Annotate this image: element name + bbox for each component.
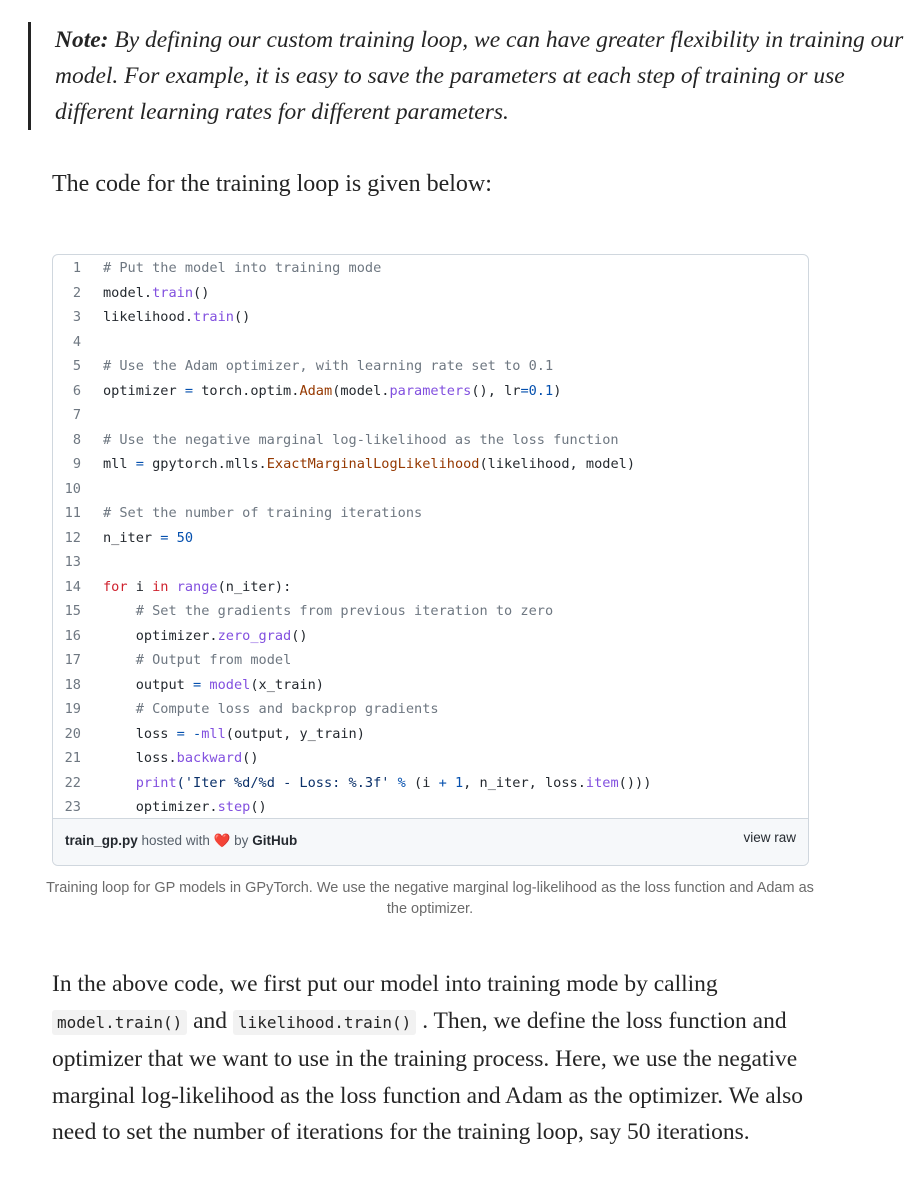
- line-number: 19: [64, 701, 81, 717]
- code-token: # Set the gradients from previous iteration to zero: [135, 603, 554, 619]
- line-number: 5: [72, 358, 81, 374]
- code-token: (output, y_train): [225, 725, 365, 742]
- code-token: %: [397, 774, 406, 791]
- code-line: [53, 673, 808, 698]
- code-line: [53, 305, 808, 330]
- code-line: [53, 624, 808, 649]
- code-token: [103, 775, 136, 791]
- code-token: (n_iter):: [217, 578, 292, 595]
- line-number: 7: [72, 407, 81, 423]
- line-number: 9: [72, 456, 81, 472]
- code-line: [53, 428, 808, 453]
- code-line: [53, 330, 808, 355]
- note-text: By defining our custom training loop, we can have greater flexibility in training our model. For example, it is easy to save the parameters at each step of training or use different learning rates for different parameters.: [55, 27, 904, 125]
- code-line: [53, 648, 808, 673]
- code-token: gpytorch.mlls.: [143, 456, 267, 472]
- code-token: # Use the Adam optimizer, with learning rate set to 0.1: [103, 358, 554, 374]
- line-number: 17: [64, 652, 81, 668]
- code-token: mll: [201, 725, 226, 742]
- code-token: parameters: [389, 382, 472, 399]
- code-token: (): [193, 284, 210, 301]
- code-token: =: [135, 456, 144, 472]
- code-token: loss: [103, 725, 177, 742]
- code-block[interactable]: [53, 255, 808, 817]
- code-token: torch.optim.: [193, 382, 300, 399]
- code-token: likelihood.: [103, 309, 194, 325]
- code-token: zero_grad: [217, 627, 292, 644]
- code-token: ('Iter %d/%d - Loss: %.3f': [176, 774, 390, 791]
- line-code: [103, 256, 381, 281]
- line-number: 21: [64, 750, 81, 766]
- line-code: [103, 305, 250, 330]
- code-line: [53, 379, 808, 404]
- code-token: 1: [454, 774, 464, 791]
- code-token: range: [176, 578, 218, 595]
- line-number: 1: [72, 260, 81, 276]
- code-line: [53, 403, 808, 428]
- line-code: [103, 746, 259, 771]
- line-number: 23: [64, 799, 81, 815]
- code-token: ExactMarginalLogLikelihood: [266, 456, 480, 472]
- gist-footer: [53, 818, 808, 865]
- line-number: 14: [64, 578, 81, 595]
- line-number: 6: [72, 382, 81, 399]
- code-token: (i: [405, 774, 439, 791]
- code-line: [53, 354, 808, 379]
- body-paragraph: [52, 966, 822, 1151]
- code-token: [447, 775, 455, 791]
- code-token: 0.1: [528, 382, 554, 399]
- line-code: [103, 624, 308, 649]
- github-gist-embed: [52, 254, 809, 866]
- code-token: ): [553, 382, 562, 399]
- code-token: loss.: [103, 750, 177, 766]
- heart-icon: ❤️: [213, 833, 231, 848]
- gist-filename-link[interactable]: train_gp.py: [65, 833, 138, 848]
- code-token: [169, 579, 177, 595]
- paragraph-text-3: . Then, we define the loss function and optimizer that we want to use in the training process. Here, we use the negative marginal log-likelihood as the loss function and Adam as the optimizer. We also need to set the number of iterations for the training loop, say 50 iterations.: [52, 1007, 804, 1145]
- code-token: (): [250, 799, 267, 815]
- by-text: by: [234, 833, 249, 848]
- inline-code-likelihood-train: likelihood.train(): [233, 1010, 416, 1035]
- code-token: backward: [176, 750, 243, 766]
- code-token: , n_iter, loss.: [463, 774, 586, 791]
- code-token: in: [152, 578, 169, 595]
- inline-code-model-train: model.train(): [52, 1010, 187, 1035]
- note-blockquote: [28, 22, 915, 130]
- code-token: n_iter: [103, 529, 161, 546]
- line-code: [103, 673, 324, 698]
- line-code: [103, 795, 267, 817]
- code-line: [53, 795, 808, 817]
- line-number: 12: [64, 529, 81, 546]
- code-line: [53, 477, 808, 502]
- code-line: [53, 771, 808, 796]
- code-token: # Output from model: [135, 652, 292, 668]
- code-token: item: [585, 774, 619, 791]
- code-line: [53, 550, 808, 575]
- code-token: model: [209, 676, 251, 693]
- code-token: (likelihood, model): [479, 456, 635, 472]
- code-token: train: [193, 309, 234, 325]
- line-number: 11: [64, 505, 81, 521]
- code-token: train: [152, 284, 194, 301]
- line-number: 16: [64, 627, 81, 644]
- line-number: 13: [64, 554, 81, 570]
- code-token: 50: [176, 529, 194, 546]
- code-token: # Use the negative marginal log-likelihood as the loss function: [103, 431, 619, 448]
- code-line: [53, 697, 808, 722]
- line-number: 8: [72, 431, 81, 448]
- code-token: (): [242, 750, 259, 766]
- code-token: =: [520, 382, 529, 399]
- code-token: ())): [618, 774, 652, 791]
- code-token: (model.: [332, 382, 390, 399]
- code-token: =: [193, 676, 202, 693]
- code-token: (x_train): [250, 676, 324, 693]
- code-token: # Set the number of training iterations: [103, 505, 423, 521]
- line-number: 4: [72, 333, 81, 350]
- code-token: optimizer.: [103, 627, 218, 644]
- github-link[interactable]: GitHub: [252, 833, 298, 848]
- figure-caption: Training loop for GP models in GPyTorch. We use the negative marginal log-likelihood as the loss function and Adam as the optimizer.: [46, 880, 814, 917]
- code-line: [53, 599, 808, 624]
- code-token: # Put the model into training mode: [103, 260, 382, 276]
- code-token: [103, 603, 136, 619]
- code-token: model.: [103, 284, 153, 301]
- line-code: [103, 575, 291, 600]
- line-code: [103, 452, 635, 477]
- code-token: [185, 726, 193, 742]
- paragraph-text-1: In the above code, we first put our model into training mode by calling: [52, 971, 718, 997]
- line-code: [103, 697, 439, 722]
- view-raw-link[interactable]: view raw: [743, 830, 796, 845]
- code-token: =: [176, 725, 185, 742]
- code-line: [53, 501, 808, 526]
- line-code: [103, 354, 553, 379]
- code-token: i: [127, 578, 153, 595]
- gist-meta: [65, 833, 297, 849]
- line-code: [103, 599, 553, 624]
- line-number: 3: [72, 309, 81, 325]
- line-code: [103, 281, 209, 306]
- code-line: [53, 452, 808, 477]
- code-token: =: [184, 382, 194, 399]
- line-code: [103, 771, 651, 796]
- code-token: optimizer: [103, 382, 185, 399]
- line-number: 22: [64, 774, 81, 791]
- line-number: 10: [64, 480, 81, 497]
- code-token: [103, 652, 136, 668]
- note-label: Note:: [55, 27, 109, 53]
- code-token: [168, 530, 176, 546]
- code-token: (): [233, 309, 251, 325]
- code-line: [53, 722, 808, 747]
- code-intro-text: The code for the training loop is given below:: [52, 171, 492, 197]
- line-code: [103, 722, 365, 747]
- code-token: =: [160, 529, 169, 546]
- code-token: # Compute loss and backprop gradients: [135, 701, 439, 717]
- line-code: [103, 379, 561, 404]
- code-token: (), lr: [471, 382, 521, 399]
- code-token: for: [103, 578, 128, 595]
- hosted-with-text: hosted with: [141, 833, 210, 848]
- code-token: [389, 775, 397, 791]
- code-token: +: [438, 774, 447, 791]
- code-token: -: [193, 725, 202, 742]
- code-token: step: [217, 799, 251, 815]
- code-line: [53, 575, 808, 600]
- code-line: [53, 256, 808, 281]
- code-token: Adam: [299, 382, 333, 399]
- code-token: [103, 701, 136, 717]
- line-code: [103, 526, 193, 551]
- paragraph-text-2: and: [187, 1007, 233, 1034]
- line-code: [103, 501, 422, 526]
- line-number: 20: [64, 725, 81, 742]
- code-token: mll: [103, 456, 136, 472]
- line-code: [103, 428, 619, 453]
- line-number: 15: [64, 603, 81, 619]
- line-number: 18: [64, 676, 81, 693]
- code-token: optimizer.: [103, 799, 218, 815]
- code-token: (): [291, 627, 308, 644]
- code-line: [53, 526, 808, 551]
- code-token: print: [135, 774, 177, 791]
- code-line: [53, 746, 808, 771]
- line-number: 2: [72, 284, 81, 301]
- code-line: [53, 281, 808, 306]
- code-token: output: [103, 676, 194, 693]
- line-code: [103, 648, 291, 673]
